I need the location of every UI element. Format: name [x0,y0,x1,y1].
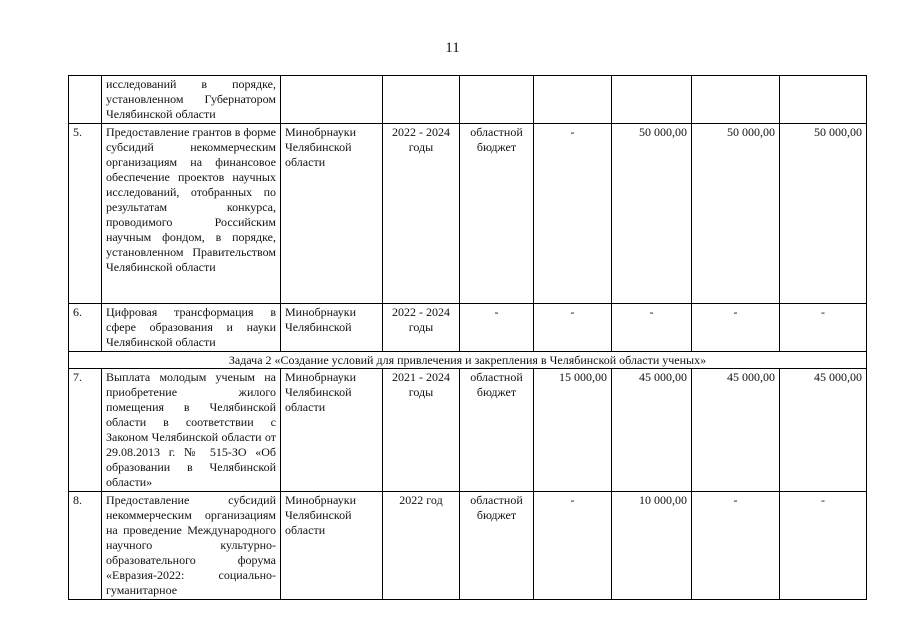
page-number: 11 [445,40,460,56]
measure-description: Выплата молодым ученым на приобретение жилого помещения в Челябинской области в соответствии с Законом Челябинской области от 29.08.2013 г. № 515-ЗО «Об образовании в Челябинской области» [102,369,281,492]
table-row [69,492,867,600]
value-cell: 45 000,00 [692,369,780,492]
value-cell [612,76,692,124]
table-row [69,304,867,352]
value-cell: 50 000,00 [612,124,692,304]
responsible-org: Минобрнауки Челябинской области [281,492,383,600]
period: 2021 - 2024 годы [383,369,460,492]
value-cell: - [692,492,780,600]
value-cell: - [780,304,867,352]
responsible-org: Минобрнауки Челябинской области [281,124,383,304]
value-cell [780,76,867,124]
task-heading: Задача 2 «Создание условий для привлечения и закрепления в Челябинской области ученых» [69,352,867,369]
funding-source: областной бюджет [460,492,534,600]
value-cell: 10 000,00 [612,492,692,600]
row-number: 6. [69,304,102,352]
row-number [69,76,102,124]
measure-description: Предоставление субсидий некоммерческим организациям на проведение Международного научного культурно-образовательного форума «Евразия-2022: социально-гуманитарное [102,492,281,600]
value-cell: 15 000,00 [534,369,612,492]
table-row [69,76,867,124]
value-cell: 50 000,00 [780,124,867,304]
period: 2022 - 2024 годы [383,124,460,304]
row-number: 8. [69,492,102,600]
value-cell: 45 000,00 [780,369,867,492]
period: 2022 - 2024 годы [383,304,460,352]
responsible-org [281,76,383,124]
value-cell: - [534,124,612,304]
responsible-org: Минобрнауки Челябинской [281,304,383,352]
value-cell: - [780,492,867,600]
value-cell [692,76,780,124]
row-number: 5. [69,124,102,304]
measure-description: Предоставление грантов в форме субсидий некоммерческим организациям на финансовое обеспечение проектов научных исследований, отобранных по результатам конкурса, проводимого Российским научным фондом, в порядке, установленном Правительством Челябинской области [102,124,281,304]
measure-description: исследований в порядке, установленном Губернатором Челябинской области [102,76,281,124]
period: 2022 год [383,492,460,600]
value-cell: 50 000,00 [692,124,780,304]
period [383,76,460,124]
value-cell: 45 000,00 [612,369,692,492]
value-cell [534,76,612,124]
measures-table [68,75,867,600]
table-row [69,124,867,304]
funding-source: областной бюджет [460,369,534,492]
table-row [69,369,867,492]
funding-source [460,76,534,124]
task-heading-row [69,352,867,369]
value-cell: - [612,304,692,352]
row-number: 7. [69,369,102,492]
funding-source: - [460,304,534,352]
responsible-org: Минобрнауки Челябинской области [281,369,383,492]
value-cell: - [534,492,612,600]
value-cell: - [692,304,780,352]
funding-source: областной бюджет [460,124,534,304]
measure-description: Цифровая трансформация в сфере образования и науки Челябинской области [102,304,281,352]
value-cell: - [534,304,612,352]
